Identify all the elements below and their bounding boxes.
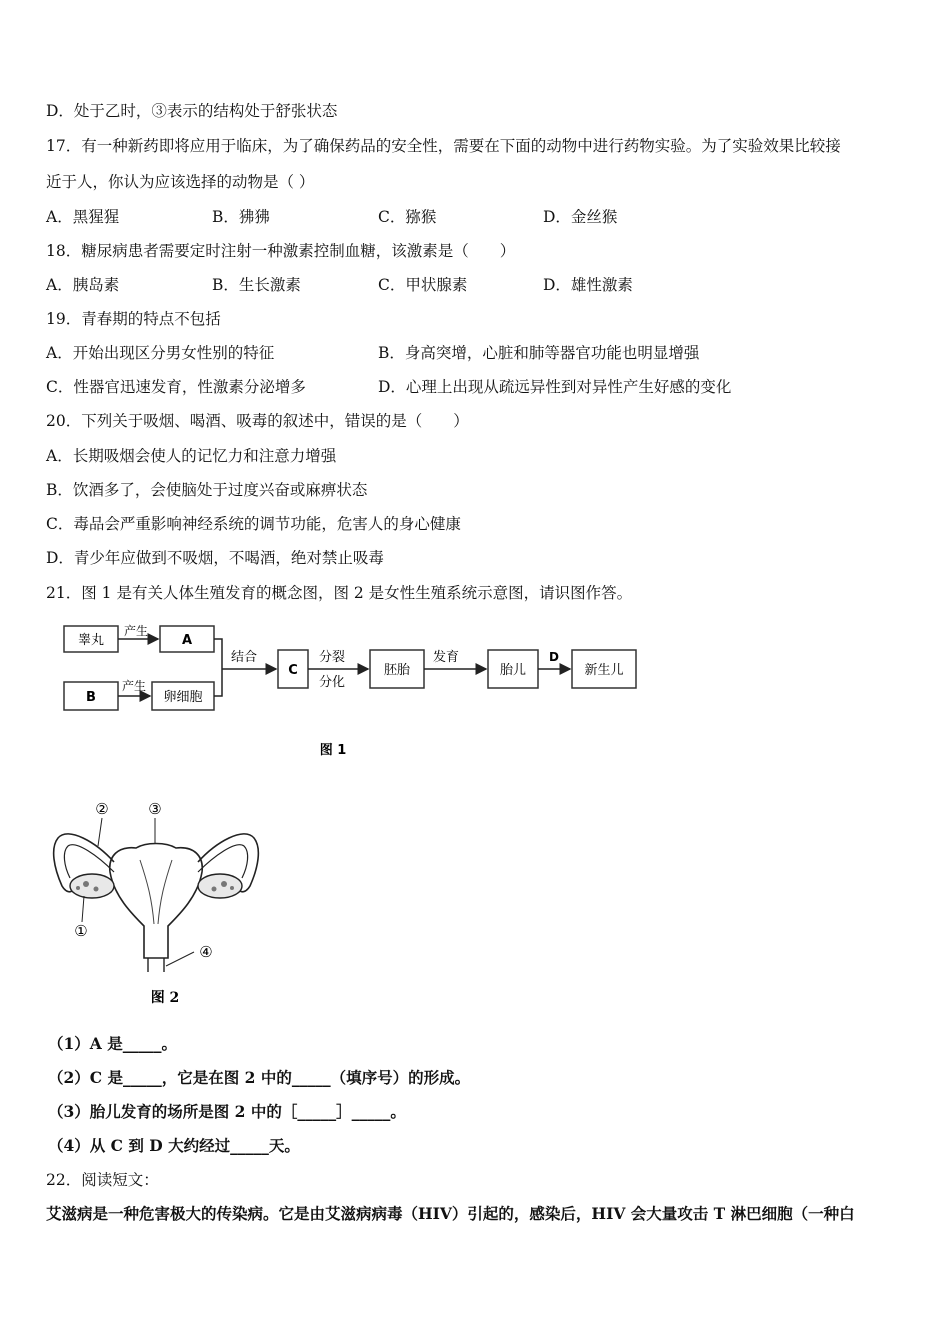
box-fetus-label: 胎儿 xyxy=(499,663,527,678)
figure-2-female-reproductive-system xyxy=(48,796,278,1011)
marker-1: ① xyxy=(74,922,88,940)
figure-2-caption: 图 2 xyxy=(150,990,180,1006)
q21-sub-4: （4）从 C 到 D 大约经过_____天。 xyxy=(48,1136,300,1155)
box-testis-label: 睾丸 xyxy=(77,633,105,648)
uterus-shape xyxy=(110,844,203,959)
right-ovary xyxy=(198,874,242,898)
q20-option-c: C．毒品会严重影响神经系统的调节功能，危害人的身心健康 xyxy=(46,515,461,533)
figure-1-caption: 图 1 xyxy=(319,743,347,758)
q19-option-b: B．身高突增，心脏和肺等器官功能也明显增强 xyxy=(378,344,700,362)
box-b-label: B xyxy=(86,690,96,705)
q17-option-b: B．狒狒 xyxy=(212,208,270,226)
box-a-label: A xyxy=(181,633,193,648)
q18-option-d: D．雄性激素 xyxy=(543,276,633,294)
q20-option-a: A．长期吸烟会使人的记忆力和注意力增强 xyxy=(46,447,337,465)
q22-passage: 艾滋病是一种危害极大的传染病。它是由艾滋病病毒（HIV）引起的，感染后，HIV 会大量攻击 T 淋巴细胞（一种白 xyxy=(46,1204,855,1223)
q17-option-a: A．黑猩猩 xyxy=(46,208,120,226)
q17-stem-line1: 17．有一种新药即将应用于临床，为了确保药品的安全性，需要在下面的动物中进行药物实验。为了实验效果比较接 xyxy=(46,137,841,155)
q21-sub-3: （3）胎儿发育的场所是图 2 中的［_____］_____。 xyxy=(48,1102,406,1121)
q18-option-c: C．甲状腺素 xyxy=(378,276,468,294)
figure-1-concept-map xyxy=(60,618,660,758)
q22-stem: 22．阅读短文： xyxy=(46,1171,159,1189)
box-newborn-label: 新生儿 xyxy=(584,663,624,678)
q19-option-a: A．开始出现区分男女性别的特征 xyxy=(46,344,275,362)
box-embryo-label: 胚胎 xyxy=(383,663,411,678)
q21-stem: 21．图 1 是有关人体生殖发育的概念图，图 2 是女性生殖系统示意图，请识图作答。 xyxy=(46,584,633,602)
label-combine: 结合 xyxy=(230,650,258,665)
label-differentiate: 分化 xyxy=(318,675,346,690)
box-c-label: C xyxy=(288,663,298,678)
q20-option-d: D．青少年应做到不吸烟，不喝酒，绝对禁止吸毒 xyxy=(46,549,384,567)
marker-4: ④ xyxy=(199,943,213,961)
q19-stem: 19．青春期的特点不包括 xyxy=(46,310,221,328)
q18-stem: 18．糖尿病患者需要定时注射一种激素控制血糖，该激素是（ ） xyxy=(46,242,516,260)
q18-option-a: A．胰岛素 xyxy=(46,276,120,294)
q16-option-d: D．处于乙时，③表示的结构处于舒张状态 xyxy=(46,102,338,120)
marker-2: ② xyxy=(95,800,109,818)
label-d: D xyxy=(549,650,559,664)
q20-option-b: B．饮酒多了，会使脑处于过度兴奋或麻痹状态 xyxy=(46,481,368,499)
label-develop: 发育 xyxy=(432,650,460,665)
marker-3: ③ xyxy=(148,800,162,818)
q17-stem-line2: 近于人，你认为应该选择的动物是（ ） xyxy=(46,173,315,191)
label-divide: 分裂 xyxy=(318,650,346,665)
box-egg-label: 卵细胞 xyxy=(163,690,203,705)
q21-sub-2: （2）C 是_____，它是在图 2 中的_____（填序号）的形成。 xyxy=(48,1068,471,1087)
q17-option-d: D．金丝猴 xyxy=(543,208,618,226)
label-produce-2: 产生 xyxy=(121,679,147,693)
q18-option-b: B．生长激素 xyxy=(212,276,301,294)
label-produce-1: 产生 xyxy=(123,624,149,638)
q17-option-c: C．猕猴 xyxy=(378,208,437,226)
q19-option-c: C．性器官迅速发育，性激素分泌增多 xyxy=(46,378,306,396)
left-ovary xyxy=(70,874,114,898)
q19-option-d: D．心理上出现从疏远异性到对异性产生好感的变化 xyxy=(378,378,732,396)
q20-stem: 20．下列关于吸烟、喝酒、吸毒的叙述中，错误的是（ ） xyxy=(46,412,469,430)
q21-sub-1: （1）A 是_____。 xyxy=(48,1034,177,1053)
